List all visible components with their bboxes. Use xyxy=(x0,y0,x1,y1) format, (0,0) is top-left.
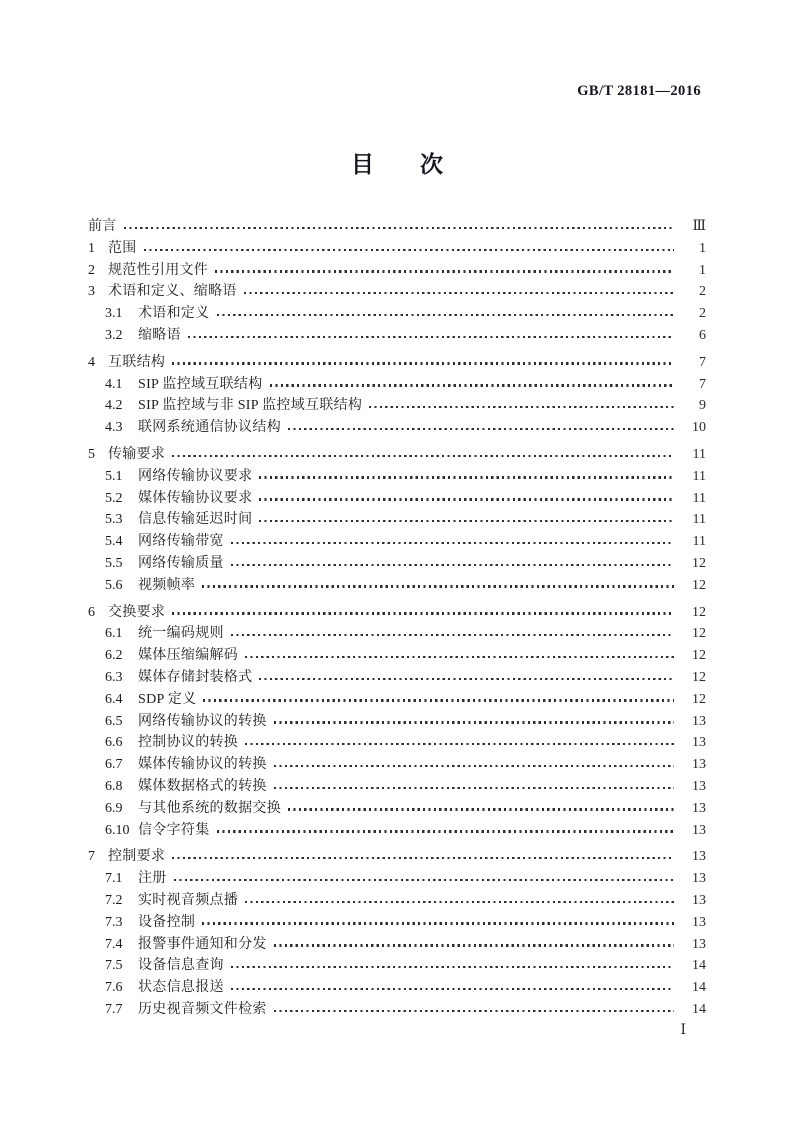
toc-row xyxy=(88,602,706,624)
toc-row xyxy=(88,776,706,798)
toc-entry-page: 12 xyxy=(692,648,706,664)
page-title: 目 次 xyxy=(351,152,443,177)
dot-leader xyxy=(174,879,674,881)
toc-entry-page: 6 xyxy=(699,327,706,343)
toc-entry-label: 媒体数据格式的转换 xyxy=(138,778,267,794)
toc-entry-page: 13 xyxy=(692,757,706,773)
toc-entry-label: 互联结构 xyxy=(108,354,166,370)
toc-entry-number: 4.2 xyxy=(105,398,123,414)
toc-entry-label: 视频帧率 xyxy=(138,577,196,593)
toc-entry-page: 10 xyxy=(692,420,706,436)
dot-leader xyxy=(231,634,674,636)
toc-row xyxy=(88,977,706,999)
toc-entry-label: 控制要求 xyxy=(108,849,166,865)
toc-entry-label: 报警事件通知和分发 xyxy=(138,936,267,952)
toc-entry-number: 7.2 xyxy=(105,892,123,908)
toc-entry-page: 12 xyxy=(692,555,706,571)
toc-entry-label: SIP 监控域互联结构 xyxy=(138,376,263,392)
toc-entry-label: 联网系统通信协议结构 xyxy=(138,420,281,436)
toc-entry-number: 3.2 xyxy=(105,327,123,343)
toc-entry-page: Ⅲ xyxy=(692,219,706,234)
toc-entry-page: 7 xyxy=(699,354,706,370)
toc-entry-label: 媒体存储封装格式 xyxy=(138,669,253,685)
dot-leader xyxy=(245,656,674,658)
toc-entry-page: 1 xyxy=(699,240,706,256)
dot-leader xyxy=(202,922,674,924)
dot-leader xyxy=(274,1010,674,1012)
toc-row xyxy=(88,645,706,667)
toc-entry-label: 设备信息查询 xyxy=(138,958,224,974)
dot-leader xyxy=(259,476,674,478)
toc-entry-number: 7.1 xyxy=(105,871,123,887)
toc-row xyxy=(88,623,706,645)
toc-entry-page: 13 xyxy=(692,849,706,865)
dot-leader xyxy=(274,721,674,723)
toc-entry-page: 13 xyxy=(692,778,706,794)
toc-entry-number: 6.1 xyxy=(105,626,123,642)
dot-leader xyxy=(231,564,674,566)
toc-entry-page: 13 xyxy=(692,914,706,930)
toc-entry-page: 14 xyxy=(692,1001,706,1017)
toc-entry-number: 4 xyxy=(88,354,95,370)
toc-entry-number: 2 xyxy=(88,262,95,278)
toc-row xyxy=(88,216,706,238)
toc-row xyxy=(88,955,706,977)
toc-entry-label: 控制协议的转换 xyxy=(138,735,239,751)
toc-entry-page: 2 xyxy=(699,284,706,300)
toc-entry-number: 3 xyxy=(88,284,95,300)
dot-leader xyxy=(274,765,674,767)
toc-row xyxy=(88,260,706,282)
dot-leader xyxy=(274,787,674,789)
toc-entry-label: SIP 监控域与非 SIP 监控域互联结构 xyxy=(138,398,363,414)
dot-leader xyxy=(259,520,674,522)
toc-entry-label: 传输要求 xyxy=(108,446,166,462)
toc-entry-label: 交换要求 xyxy=(108,604,166,620)
dot-leader xyxy=(217,314,675,316)
toc-entry-page: 13 xyxy=(692,871,706,887)
dot-leader xyxy=(274,944,674,946)
toc-row xyxy=(88,999,706,1021)
toc-entry-label: 范围 xyxy=(108,240,137,256)
dot-leader xyxy=(288,428,674,430)
toc-entry-page: 13 xyxy=(692,936,706,952)
toc-entry-page: 12 xyxy=(692,604,706,620)
toc-entry-number: 6.5 xyxy=(105,713,123,729)
dot-leader xyxy=(124,227,674,229)
toc-entry-label: 信令字符集 xyxy=(138,822,210,838)
toc-row xyxy=(88,754,706,776)
toc-entry-label: 网络传输带宽 xyxy=(138,534,224,550)
toc-entry-number: 5.2 xyxy=(105,490,123,506)
toc-entry-label: 设备控制 xyxy=(138,914,196,930)
toc-row xyxy=(88,238,706,260)
toc-row xyxy=(88,732,706,754)
toc-entry-label: 网络传输协议的转换 xyxy=(138,713,267,729)
toc-row xyxy=(88,575,706,597)
toc-row xyxy=(88,374,706,396)
dot-leader xyxy=(215,270,674,272)
dot-leader xyxy=(288,808,674,810)
toc-entry-number: 7.4 xyxy=(105,936,123,952)
toc-entry-number: 6.9 xyxy=(105,800,123,816)
toc-entry-number: 5 xyxy=(88,446,95,462)
toc-row xyxy=(88,488,706,510)
toc-row xyxy=(88,509,706,531)
toc-entry-page: 7 xyxy=(699,376,706,392)
dot-leader xyxy=(202,585,674,587)
toc-entry-number: 5.3 xyxy=(105,512,123,528)
toc-entry-number: 7 xyxy=(88,849,95,865)
toc-entry-label: 注册 xyxy=(138,871,167,887)
toc-entry-number: 5.4 xyxy=(105,534,123,550)
dot-leader xyxy=(231,988,674,990)
toc-entry-number: 6.6 xyxy=(105,735,123,751)
dot-leader xyxy=(259,678,674,680)
toc-entry-number: 5.1 xyxy=(105,468,123,484)
toc-row xyxy=(88,444,706,466)
dot-leader xyxy=(231,542,674,544)
toc-entry-page: 9 xyxy=(699,398,706,414)
toc-entry-label: 网络传输协议要求 xyxy=(138,468,253,484)
toc-entry-number: 6.2 xyxy=(105,648,123,664)
toc-row xyxy=(88,890,706,912)
dot-leader xyxy=(244,292,674,294)
toc-entry-number: 6.7 xyxy=(105,757,123,773)
toc-entry-page: 1 xyxy=(699,262,706,278)
toc-entry-page: 12 xyxy=(692,691,706,707)
dot-leader xyxy=(231,966,674,968)
table-of-contents xyxy=(88,216,706,1021)
toc-entry-label: 实时视音频点播 xyxy=(138,892,239,908)
toc-entry-label: 状态信息报送 xyxy=(138,980,224,996)
toc-entry-number: 7.3 xyxy=(105,914,123,930)
toc-row xyxy=(88,325,706,347)
dot-leader xyxy=(188,336,674,338)
toc-entry-label: 历史视音频文件检索 xyxy=(138,1001,267,1017)
toc-row xyxy=(88,798,706,820)
toc-row xyxy=(88,352,706,374)
toc-entry-page: 13 xyxy=(692,892,706,908)
toc-entry-label: 网络传输质量 xyxy=(138,555,224,571)
toc-entry-page: 11 xyxy=(692,512,706,528)
toc-entry-page: 14 xyxy=(692,958,706,974)
toc-row xyxy=(88,868,706,890)
toc-entry-number: 6 xyxy=(88,604,95,620)
toc-entry-page: 13 xyxy=(692,713,706,729)
dot-leader xyxy=(245,743,674,745)
toc-entry-page: 11 xyxy=(692,534,706,550)
toc-entry-label: 统一编码规则 xyxy=(138,626,224,642)
toc-entry-label: 前言 xyxy=(88,219,117,234)
toc-entry-number: 6.3 xyxy=(105,669,123,685)
dot-leader xyxy=(144,249,674,251)
dot-leader xyxy=(203,699,674,701)
dot-leader xyxy=(172,857,674,859)
toc-row xyxy=(88,281,706,303)
toc-entry-page: 14 xyxy=(692,980,706,996)
toc-entry-number: 6.4 xyxy=(105,691,123,707)
toc-row xyxy=(88,417,706,439)
toc-entry-number: 6.10 xyxy=(105,822,130,838)
toc-entry-label: 媒体压缩编解码 xyxy=(138,648,239,664)
page-number: Ⅰ xyxy=(680,1023,686,1038)
toc-row xyxy=(88,689,706,711)
dot-leader xyxy=(259,498,674,500)
toc-row xyxy=(88,912,706,934)
toc-row xyxy=(88,531,706,553)
toc-entry-label: 规范性引用文件 xyxy=(108,262,209,278)
toc-entry-label: SDP 定义 xyxy=(138,691,197,707)
toc-entry-label: 术语和定义 xyxy=(138,306,210,322)
toc-entry-page: 11 xyxy=(692,446,706,462)
toc-row xyxy=(88,934,706,956)
toc-entry-number: 1 xyxy=(88,240,95,256)
toc-entry-page: 13 xyxy=(692,735,706,751)
toc-entry-label: 媒体传输协议的转换 xyxy=(138,757,267,773)
toc-row xyxy=(88,846,706,868)
dot-leader xyxy=(217,830,675,832)
toc-entry-page: 12 xyxy=(692,669,706,685)
toc-entry-number: 4.3 xyxy=(105,420,123,436)
dot-leader xyxy=(172,455,674,457)
standard-number: GB/T 28181—2016 xyxy=(577,83,701,99)
toc-row xyxy=(88,667,706,689)
toc-entry-label: 媒体传输协议要求 xyxy=(138,490,253,506)
toc-row xyxy=(88,711,706,733)
toc-row xyxy=(88,553,706,575)
toc-row xyxy=(88,466,706,488)
toc-entry-page: 13 xyxy=(692,822,706,838)
toc-row xyxy=(88,303,706,325)
toc-entry-page: 11 xyxy=(692,468,706,484)
dot-leader xyxy=(172,612,674,614)
toc-entry-number: 7.7 xyxy=(105,1001,123,1017)
toc-entry-number: 3.1 xyxy=(105,306,123,322)
toc-entry-number: 6.8 xyxy=(105,778,123,794)
toc-entry-number: 7.5 xyxy=(105,958,123,974)
dot-leader xyxy=(270,384,674,386)
toc-entry-label: 与其他系统的数据交换 xyxy=(138,800,281,816)
toc-entry-page: 12 xyxy=(692,577,706,593)
toc-row xyxy=(88,820,706,842)
toc-entry-number: 5.5 xyxy=(105,555,123,571)
toc-entry-page: 2 xyxy=(699,306,706,322)
dot-leader xyxy=(369,406,674,408)
toc-entry-number: 5.6 xyxy=(105,577,123,593)
toc-entry-label: 缩略语 xyxy=(138,327,181,343)
toc-entry-page: 11 xyxy=(692,490,706,506)
dot-leader xyxy=(245,901,674,903)
toc-entry-label: 信息传输延迟时间 xyxy=(138,512,253,528)
document-header xyxy=(577,83,701,100)
toc-entry-page: 13 xyxy=(692,800,706,816)
toc-entry-label: 术语和定义、缩略语 xyxy=(108,284,237,300)
dot-leader xyxy=(172,362,674,364)
toc-entry-page: 12 xyxy=(692,626,706,642)
page-footer xyxy=(680,1022,686,1039)
toc-row xyxy=(88,395,706,417)
toc-entry-number: 4.1 xyxy=(105,376,123,392)
toc-entry-number: 7.6 xyxy=(105,980,123,996)
